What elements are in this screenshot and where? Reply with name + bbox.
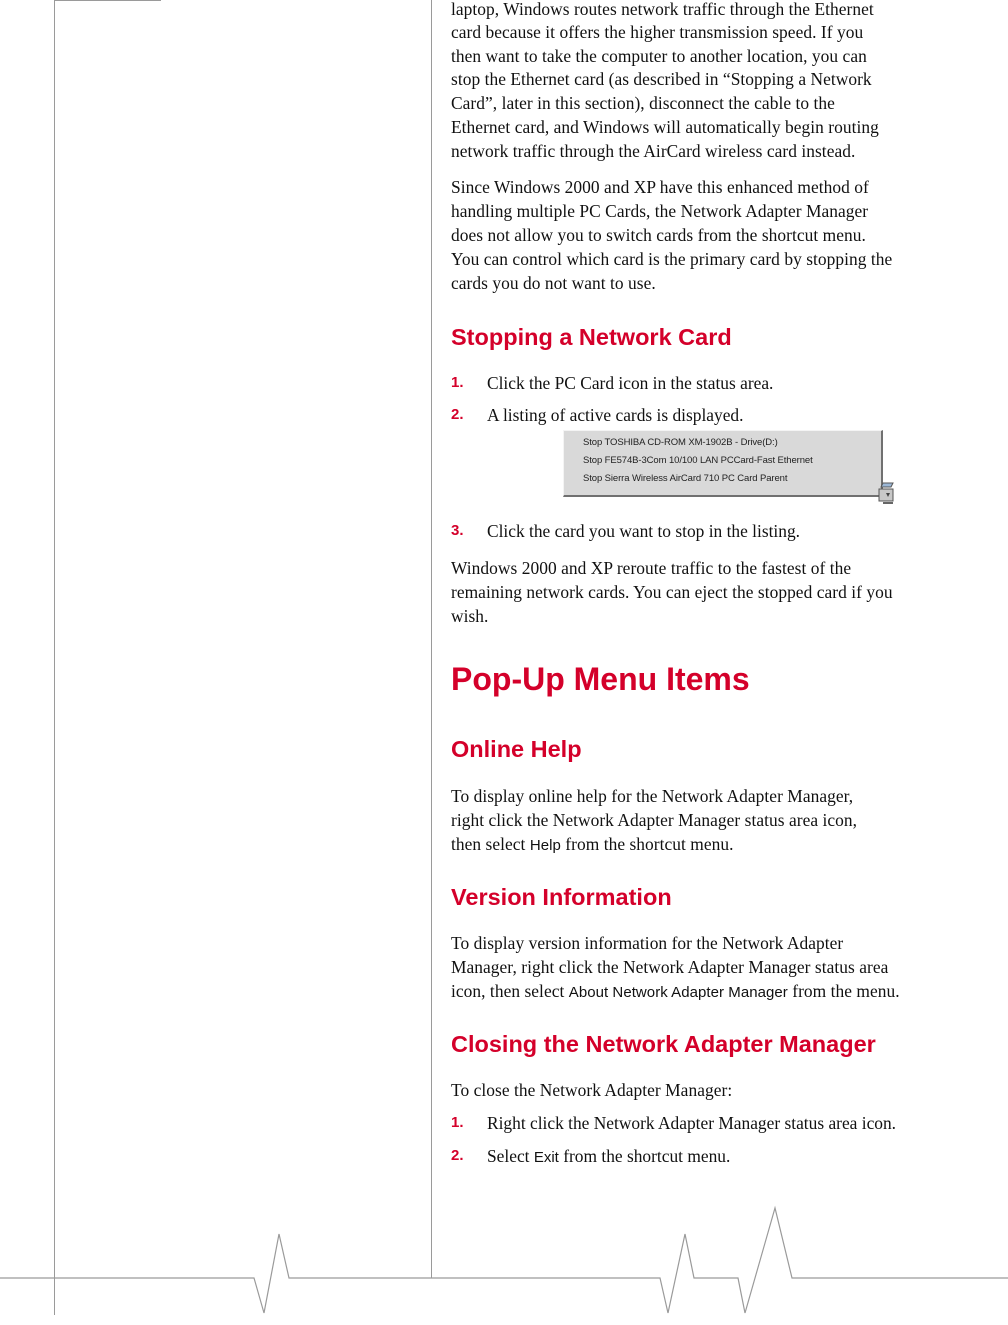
step-text: Click the card you want to stop in the listing. bbox=[487, 521, 800, 541]
windows-line: cards you do not want to use. bbox=[451, 273, 656, 293]
step-number: 2. bbox=[451, 406, 464, 423]
windows-line: handling multiple PC Cards, the Network Adapter Manager bbox=[451, 201, 869, 221]
step-text: Select Exit from the shortcut menu. bbox=[487, 1146, 731, 1166]
pc-card-tray-icon bbox=[875, 480, 899, 508]
windows-line: does not allow you to switch cards from the shortcut menu. bbox=[451, 225, 866, 245]
closing-heading: Closing the Network Adapter Manager bbox=[451, 1031, 876, 1057]
step-text: Right click the Network Adapter Manager status area icon. bbox=[487, 1113, 897, 1133]
online-help-line: then select Help from the shortcut menu. bbox=[451, 834, 734, 854]
version-info-line: Manager, right click the Network Adapter Manager status area bbox=[451, 957, 889, 977]
reroute-line: remaining network cards. You can eject the stopped card if you bbox=[451, 582, 893, 602]
intro-line: laptop, Windows routes network traffic through the Ethernet bbox=[451, 0, 874, 19]
step-number: 3. bbox=[451, 522, 464, 539]
online-help-line: right click the Network Adapter Manager status area icon, bbox=[451, 810, 858, 830]
version-information-heading: Version Information bbox=[451, 884, 672, 910]
intro-line: network traffic through the AirCard wireless card instead. bbox=[451, 141, 856, 161]
popup-menu-items-heading: Pop-Up Menu Items bbox=[451, 661, 750, 697]
intro-line: card because it offers the higher transmission speed. If you bbox=[451, 22, 864, 42]
windows-line: Since Windows 2000 and XP have this enhanced method of bbox=[451, 177, 869, 197]
frame-top-rule bbox=[54, 0, 161, 1]
step-number: 2. bbox=[451, 1147, 464, 1164]
active-cards-menu-screenshot bbox=[563, 430, 883, 497]
step-text: A listing of active cards is displayed. bbox=[487, 405, 744, 425]
intro-line: stop the Ethernet card (as described in “Stopping a Network bbox=[451, 69, 872, 89]
step-text: Click the PC Card icon in the status area. bbox=[487, 373, 774, 393]
about-menu-term: About Network Adapter Manager bbox=[568, 984, 788, 1001]
windows-line: You can control which card is the primary card by stopping the bbox=[451, 249, 893, 269]
version-info-line: icon, then select About Network Adapter Manager from the menu. bbox=[451, 981, 900, 1001]
step-number: 1. bbox=[451, 374, 464, 391]
version-info-line: To display version information for the Network Adapter bbox=[451, 933, 844, 953]
closing-intro: To close the Network Adapter Manager: bbox=[451, 1080, 733, 1100]
reroute-line: Windows 2000 and XP reroute traffic to the fastest of the bbox=[451, 558, 852, 578]
frame-column-divider bbox=[431, 0, 432, 1278]
heartbeat-decoration bbox=[0, 1190, 1008, 1325]
menu-item-stop-aircard[interactable]: Stop Sierra Wireless AirCard 710 PC Card Parent bbox=[583, 473, 788, 484]
exit-menu-term: Exit bbox=[533, 1149, 559, 1166]
frame-left-rule bbox=[54, 0, 55, 1315]
reroute-line: wish. bbox=[451, 606, 489, 626]
intro-line: then want to take the computer to another location, you can bbox=[451, 46, 867, 66]
stopping-network-card-heading: Stopping a Network Card bbox=[451, 324, 732, 350]
help-menu-term: Help bbox=[529, 837, 561, 854]
online-help-line: To display online help for the Network Adapter Manager, bbox=[451, 786, 854, 806]
intro-line: Ethernet card, and Windows will automatically begin routing bbox=[451, 117, 879, 137]
online-help-heading: Online Help bbox=[451, 736, 582, 762]
menu-item-stop-ethernet[interactable]: Stop FE574B-3Com 10/100 LAN PCCard-Fast Ethernet bbox=[583, 455, 813, 466]
intro-line: Card”, later in this section), disconnect the cable to the bbox=[451, 93, 835, 113]
step-number: 1. bbox=[451, 1114, 464, 1131]
menu-item-stop-cdrom[interactable]: Stop TOSHIBA CD-ROM XM-1902B - Drive(D:) bbox=[583, 437, 778, 448]
